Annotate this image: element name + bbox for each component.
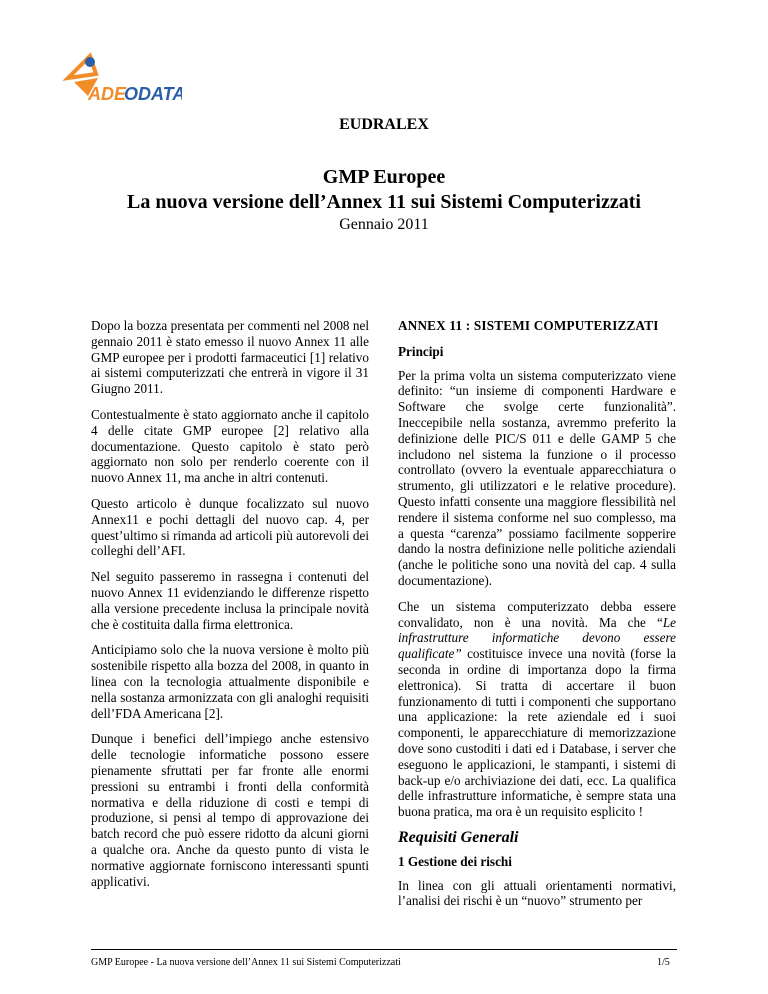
text-run: costituisce invece una novità (forse la seconda in ordine di importanza dopo la firma elettronica). Si tratta di accertare il buon funzionamento di tutti i componenti che supportano una applicazione: la rete aziendale ed i suoi componenti, le apparecchiature di memorizzazione dove sono custoditi i dati ed i Database, i server che eseguono le applicazioni, le stampanti, i sistemi di back-up e/o archiviazione dei dati, ecc. La qualifica delle infrastrutture informatiche, è sempre stata una buona pratica, ma ora è un requisito esplicito ! [398, 646, 676, 820]
paragraph: Dopo la bozza presentata per commenti nel 2008 nel gennaio 2011 è stato emesso il nuovo Annex 11 alle GMP europee per i prodotti farmaceutici [1] relativo ai sistemi computerizzati che entrerà in vigore il 31 Giugno 2011. [91, 318, 369, 397]
document-title [0, 165, 768, 215]
page-number: 1/5 [657, 957, 670, 968]
paragraph: Questo articolo è dunque focalizzato sul nuovo Annex11 e pochi dettagli del nuovo cap. 4, per quest’ultimo si rimanda ad articoli più autorevoli dei colleghi dell’AFI. [91, 495, 369, 559]
footer-text: GMP Europee - La nuova versione dell’Annex 11 sui Sistemi Computerizzati [91, 957, 401, 968]
emphasis: Le infrastrutture informatiche devono essere qualificate” [398, 614, 676, 662]
paragraph: Anticipiamo solo che la nuova versione è molto più sostenibile rispetto alla bozza del 2008, in quanto in linea con la tecnologia attualmente disponibile e nella sostanza armonizzata con gli analoghi requisiti dell’FDA Americana [2]. [91, 642, 369, 721]
section-heading: Requisiti Generali [398, 828, 519, 846]
paragraph: Contestualmente è stato aggiornato anche il capitolo 4 delle citate GMP europee [2] relativo alla documentazione. Questo capitolo è stato però aggiornato non solo per renderlo coerente con il nuovo Annex 11, ma anche in altri contenuti. [91, 406, 369, 486]
section-heading: ANNEX 11 : SISTEMI COMPUTERIZZATI [398, 318, 659, 333]
paragraph: Per la prima volta un sistema computerizzato viene definito: “un insieme di componenti Hardware e Software che svolge certe funzionalità”. Ineccepibile nella sostanza, avremmo preferito la definizione delle PIC/S 011 e delle GAMP 5 che includono nel sistema la funzione o il processo controllato (ovvero la eventuale apparecchiatura o strumento, gli utilizzatori e le relative procedure). Questo infatti consente una maggiore flessibilità nel rendere il sistema conforme nel suo complesso, ma a questa “carenza” possiamo facilmente sopperire dando la nostra definizione nelle politiche aziendali (anche le politiche sono una novità del cap. 4 sulla documentazione). [398, 367, 676, 588]
title-line-2: La nuova versione dell’Annex 11 sui Sistemi Computerizzati [127, 191, 641, 213]
document-date: Gennaio 2011 [339, 216, 429, 233]
subsection-heading: 1 Gestione dei rischi [398, 853, 512, 869]
footer-divider [91, 949, 677, 950]
left-column [91, 318, 369, 899]
title-line-1: GMP Europee [322, 166, 446, 188]
eudralex-label: EUDRALEX [339, 116, 429, 133]
paragraph: In linea con gli attuali orientamenti normativi, l’analisi dei rischi è un “nuovo” strumento per [398, 877, 676, 909]
right-column [398, 318, 676, 919]
adeodata-logo [62, 48, 182, 110]
subsection-heading: Principi [398, 343, 444, 359]
paragraph [398, 599, 676, 820]
paragraph: Dunque i benefici dell’impiego anche estensivo delle tecnologie informatiche possono essere pienamente sfruttati per far fronte alle enormi pressioni su entrambi i fronti della conformità normativa e della riduzione di costi e tempi di produzione, si pensi al tempo di approvazione dei batch record che può essere ridotto da alcuni giorni a qualche ora. Anche da questo punto di vista le normative aggiornate forniscono interessanti spunti applicativi. [91, 731, 369, 889]
logo-wordmark-odata: ODATA [124, 84, 182, 104]
paragraph: Nel seguito passeremo in rassegna i contenuti del nuovo Annex 11 evidenziando le differenze rispetto alla versione precedente inclusa la principale novità che è costituita dalla firma elettronica. [91, 569, 369, 632]
logo-wordmark-ade: ADE [88, 84, 127, 104]
text-run: Che un sistema computerizzato debba essere convalidato, non è una novità. Ma che “ [398, 598, 676, 630]
